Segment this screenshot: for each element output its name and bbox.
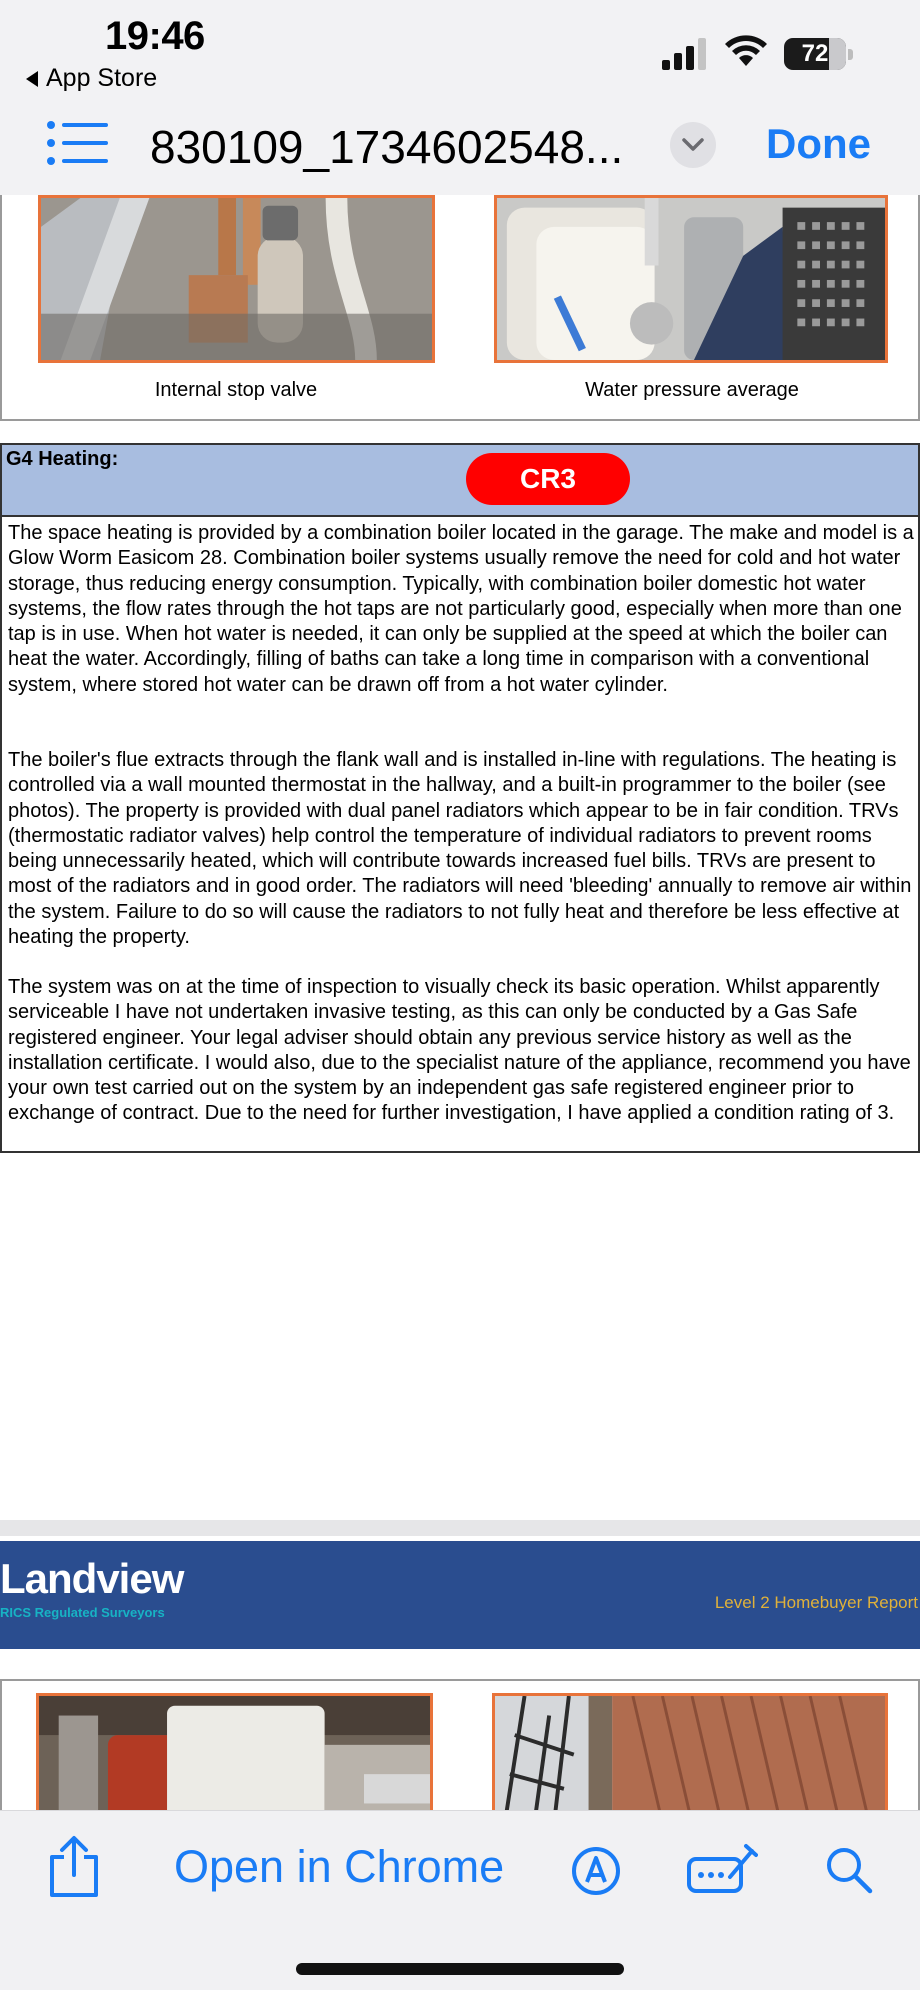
title-menu-button[interactable] — [670, 122, 716, 168]
landview-logo-subtitle: RICS Regulated Surveyors — [0, 1605, 165, 1620]
section-heading-row — [0, 443, 920, 517]
back-to-app-store[interactable] — [26, 64, 157, 93]
battery-gauge — [829, 38, 846, 70]
outline-list-icon[interactable] — [46, 120, 108, 166]
photo-kitchen-sink — [494, 195, 888, 363]
caption-water-pressure: Water pressure average — [585, 379, 799, 401]
battery-icon — [784, 38, 854, 70]
photo-boiler-loft — [36, 1693, 433, 1810]
photo-exterior-wall — [492, 1693, 888, 1810]
done-button[interactable]: Done — [766, 120, 871, 167]
paragraph-inspection: The system was on at the time of inspection to visually check its basic operation. Whilst apparently serviceable I have not undertaken invasive testing, as this can only be conducted by a Gas Safe registered engineer. Your legal adviser should obtain any previous service history as well as the installation certificate. I would also, due to the specialist nature of the appliance, recommend you have your own test carried out on the system by an independent gas safe registered engineer prior to exchange of contract. Due to the need for further investigation, I have applied a condition rating of 3. — [8, 976, 911, 1125]
caption-stop-valve: Internal stop valve — [154, 379, 318, 401]
open-in-chrome-button[interactable]: Open in Chrome — [174, 1841, 505, 1892]
report-type-label: Level 2 Homebuyer Report — [714, 1593, 918, 1612]
chevron-down-icon — [682, 138, 704, 152]
markup-icon[interactable] — [570, 1845, 622, 1897]
condition-rating-badge: CR3 — [466, 453, 630, 505]
paragraph-flue-radiators: The boiler's flue extracts through the flank wall and is installed in-line with regulations. The heating is controlled via a wall mounted thermostat in the hallway, and a built-in programmer to the boiler (see photos). The property is provided with dual panel radiators which appear to be in fair condition. TRVs (thermostatic radiator valves) help control the temperature of individual radiators to prevent rooms being unnecessarily heated, which will contribute towards increased fuel bills. TRVs are present to most of the radiators and in good order. The radiators will need 'bleeding' annually to remove air within the system. Failure to do so will cause the radiators to not fully heat and therefore be less effective at heating the property. — [8, 749, 912, 949]
page-separator — [0, 1520, 920, 1536]
bottom-toolbar — [0, 1810, 920, 1990]
back-app-label: App Store — [46, 64, 158, 92]
search-icon[interactable] — [824, 1845, 874, 1895]
photo-table-bottom — [0, 1679, 920, 1810]
home-indicator — [296, 1963, 624, 1975]
top-bar — [0, 0, 920, 195]
section-text-box — [0, 516, 920, 1153]
cellular-signal-icon — [662, 38, 710, 70]
report-header-band — [0, 1541, 920, 1649]
document-title[interactable]: 830109_1734602548... — [150, 121, 624, 173]
battery-percent: 72 — [801, 40, 829, 67]
fill-sign-icon[interactable] — [686, 1841, 758, 1897]
photo-stop-valve — [38, 195, 435, 363]
document-viewer[interactable] — [0, 195, 920, 1810]
share-icon[interactable] — [46, 1835, 102, 1899]
landview-logo: Landview — [0, 1555, 184, 1602]
back-triangle-icon — [26, 71, 38, 87]
paragraph-boiler: The space heating is provided by a combination boiler located in the garage. The make and model is a Glow Worm Easicom 28. Combination boiler systems usually remove the need for cold and hot water storage, thus reducing energy consumption. Typically, with combination boiler domestic hot water systems, the flow rates through the hot taps are not particularly good, especially when more than one tap is in use. When hot water is needed, it can only be supplied at the speed at which the boiler can heat the water. Accordingly, filling of baths can take a long time in comparison with a conventional system, where stored hot water can be drawn off from a hot water cylinder. — [8, 522, 914, 696]
status-time: 19:46 — [105, 14, 205, 58]
photo-table-top — [0, 195, 920, 421]
wifi-icon — [724, 34, 768, 68]
section-heading: G4 Heating: — [6, 448, 119, 470]
